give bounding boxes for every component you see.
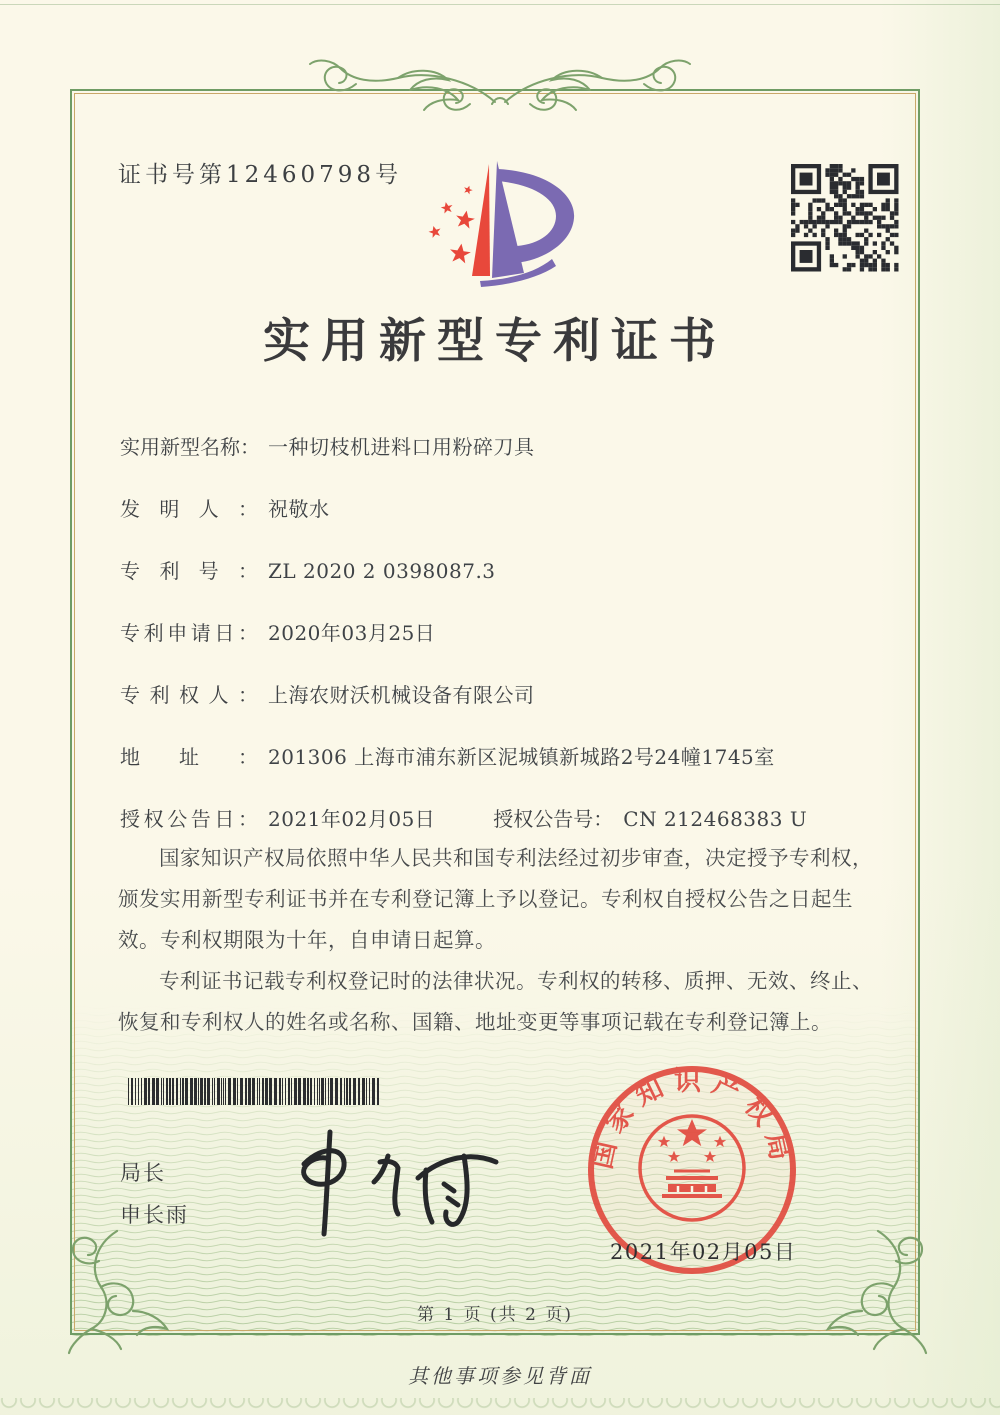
back-side-note: 其他事项参见背面: [408, 1364, 592, 1388]
field-label: 专利申请日：: [120, 621, 258, 645]
field-label: 专利权人：: [120, 683, 258, 707]
legal-paragraph: 国家知识产权局依照中华人民共和国专利法经过初步审查，决定授予专利权，颁发实用新型专利证书并在专利登记簿上予以登记。专利权自授权公告之日起生效。专利权期限为十年，自申请日起算。: [118, 846, 873, 952]
field-value: 祝敬水: [268, 497, 330, 521]
certificate-title: 实用新型专利证书: [263, 314, 727, 369]
field-value: 上海农财沃机械设备有限公司: [268, 683, 535, 707]
field-value: 一种切枝机进料口用粉碎刀具: [268, 435, 535, 459]
barcode: [128, 1078, 386, 1105]
grant-number-pair: [493, 806, 807, 833]
field-value: 2020年03月25日: [268, 621, 436, 645]
field-list: [120, 434, 900, 868]
page-number: 第 1 页 (共 2 页): [417, 1305, 573, 1325]
signer-title: 局长: [120, 1161, 166, 1185]
top-edge-line: [0, 4, 1000, 5]
field-value: CN 212468383 U: [623, 807, 808, 831]
field-value: 2021年02月05日: [268, 807, 436, 831]
qr-code: [789, 162, 902, 275]
dragon-flourish-ornament: [0, 40, 1000, 130]
signer-block: [120, 1152, 189, 1236]
signer-name: 申长雨: [120, 1203, 189, 1227]
cnipa-logo-icon: [418, 148, 618, 293]
field-row-address: [120, 744, 900, 771]
field-value: 201306 上海市浦东新区泥城镇新城路2号24幢1745室: [268, 745, 775, 769]
bottom-lace-strip: [0, 1398, 1000, 1415]
field-row-patent-number: [120, 558, 900, 585]
field-row-name: [120, 434, 900, 461]
legal-text: [118, 838, 890, 1043]
field-label: 地址：: [120, 745, 258, 769]
field-row-patentee: [120, 682, 900, 709]
field-label: 实用新型名称：: [120, 435, 260, 459]
field-row-grant: [120, 806, 900, 833]
director-signature-icon: [268, 1126, 518, 1241]
field-label: 专利号：: [120, 559, 258, 583]
certificate-number: 证书号第12460798号: [118, 162, 403, 188]
field-label: 发明人：: [120, 497, 258, 521]
field-row-inventor: [120, 496, 900, 523]
field-value: ZL 2020 2 0398087.3: [268, 559, 496, 583]
seal-date: 2021年02月05日: [610, 1240, 797, 1264]
corner-scroll-ornament: [810, 1225, 940, 1355]
corner-scroll-ornament: [55, 1225, 185, 1355]
field-row-filing-date: [120, 620, 900, 647]
field-label: 授权公告日：: [120, 807, 258, 831]
field-label: 授权公告号：: [493, 807, 614, 831]
legal-paragraph: 专利证书记载专利权登记时的法律状况。专利权的转移、质押、无效、终止、恢复和专利权人的姓名或名称、国籍、地址变更等事项记载在专利登记簿上。: [118, 969, 873, 1034]
seal-text: 国家知识产权局: [586, 1066, 798, 1172]
